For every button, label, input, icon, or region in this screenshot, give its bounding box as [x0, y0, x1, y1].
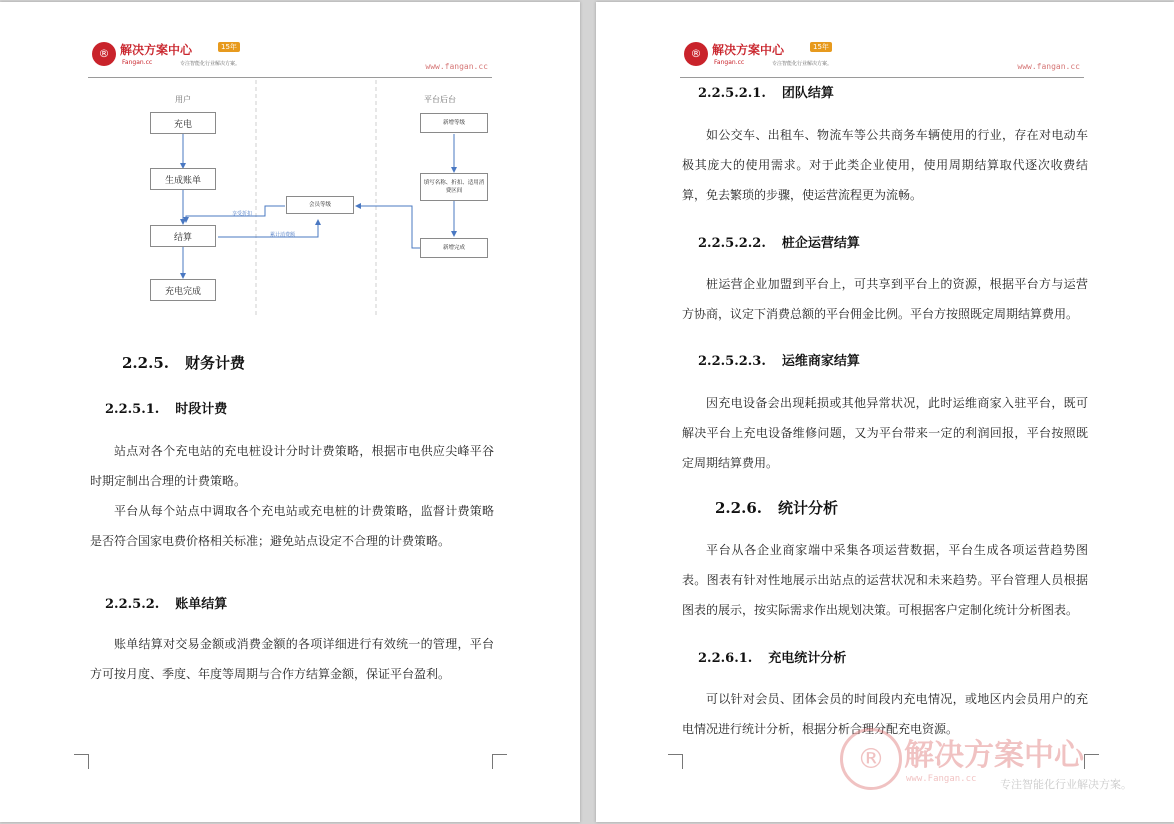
section-number: 2.2.5. [122, 354, 169, 372]
lane-label-platform: 平台后台 [424, 95, 456, 104]
section-number: 2.2.5.2.3. [698, 354, 766, 369]
paragraph: 平台从每个站点中调取各个充电站或充电桩的计费策略，监督计费策略是否符合国家电费价格相关标准；避免站点设定不合理的计费策略。 [90, 504, 494, 548]
section-heading-2-2-5-1 [105, 398, 227, 417]
watermark-logo-icon: ® [840, 728, 902, 790]
header-url: www.fangan.cc [425, 62, 488, 71]
logo-tagline: 专注智能化行业解决方案。 [772, 61, 833, 67]
logo-badge: 15年 [810, 42, 832, 52]
page-corner-mark [492, 754, 507, 769]
flow-node-done: 充电完成 [150, 279, 216, 301]
flow-node-charge: 充电 [150, 112, 216, 134]
header-rule [680, 77, 1084, 78]
page-corner-mark [74, 754, 89, 769]
flow-node-settle: 结算 [150, 225, 216, 247]
lane-label-user: 用户 [175, 95, 191, 104]
section-number: 2.2.6.1. [698, 651, 753, 666]
logo-badge: 15年 [218, 42, 240, 52]
section-title: 账单结算 [175, 597, 228, 612]
section-number: 2.2.5.1. [105, 402, 160, 417]
page-header [88, 38, 492, 78]
section-heading-2-2-5 [122, 352, 245, 373]
header-rule [88, 77, 492, 78]
section-heading-2-2-6 [715, 497, 838, 518]
section-heading-2-2-5-2-1 [698, 82, 834, 101]
flow-node-bill: 生成账单 [150, 168, 216, 190]
flow-node-new-rule: 新增等级 [420, 113, 488, 133]
document-page-right [596, 2, 1174, 822]
section-number: 2.2.5.2.1. [698, 86, 766, 101]
section-heading-2-2-5-2-3 [698, 350, 860, 369]
watermark-tagline: 专注智能化行业解决方案。 [1000, 778, 1132, 791]
logo-title: 解决方案中心 [120, 43, 193, 57]
paragraph: 平台从各企业商家端中采集各项运营数据，平台生成各项运营趋势图表。图表有针对性地展示出站点的运营状况和未来趋势。平台管理人员根据图表的展示，按实际需求作出规划决策。可根据客户定制化统计分析图表。 [682, 543, 1088, 617]
logo-title: 解决方案中心 [712, 43, 785, 57]
section-title: 充电统计分析 [768, 651, 847, 666]
billing-flowchart [120, 80, 500, 316]
paragraph: 如公交车、出租车、物流车等公共商务车辆使用的行业，存在对电动车极其庞大的使用需求。对于此类企业使用，使用周期结算取代逐次收费结算，免去繁琐的步骤，使运营流程更为流畅。 [682, 128, 1088, 202]
page-corner-mark [668, 754, 683, 769]
logo-icon: ® [92, 42, 116, 66]
paragraph: 因充电设备会出现耗损或其他异常状况，此时运维商家入驻平台，既可解决平台上充电设备维修问题，又为平台带来一定的利润回报，平台按照既定周期结算费用。 [682, 396, 1088, 470]
document-page-left [0, 2, 580, 822]
logo-tagline: 专注智能化行业解决方案。 [180, 61, 241, 67]
section-title: 统计分析 [777, 499, 838, 517]
watermark [840, 720, 1160, 810]
logo-icon: ® [684, 42, 708, 66]
edge-label-accumulated: 累计消费额 [270, 232, 296, 238]
section-heading-2-2-6-1 [698, 647, 846, 666]
page-header [680, 38, 1084, 78]
section-number: 2.2.5.2. [105, 597, 160, 612]
logo-subtitle: Fangan.cc [714, 59, 745, 66]
section-title: 桩企运营结算 [781, 236, 860, 251]
paragraph: 账单结算对交易金额或消费金额的各项详细进行有效统一的管理，平台方可按月度、季度、年度等周期与合作方结算金额，保证平台盈利。 [90, 637, 494, 681]
section-number: 2.2.6. [715, 499, 762, 517]
section-heading-2-2-5-2-2 [698, 232, 860, 251]
paragraph: 可以针对会员、团体会员的时间段内充电情况，或地区内会员用户的充电情况进行统计分析，根据分析合理分配充电资源。 [682, 692, 1088, 736]
section-title: 团队结算 [781, 86, 834, 101]
flow-node-new-done: 新增完成 [420, 238, 488, 258]
paragraph: 站点对各个充电站的充电桩设计分时计费策略，根据市电供应尖峰平谷时期定制出合理的计费策略。 [90, 444, 494, 488]
edge-label-discount: 享受折扣 [232, 211, 253, 217]
section-heading-2-2-5-2 [105, 593, 227, 612]
section-title: 运维商家结算 [781, 354, 860, 369]
section-title: 时段计费 [175, 402, 228, 417]
flow-node-fill-rule: 填写名称、折扣、适用消费区间 [420, 173, 488, 201]
section-title: 财务计费 [184, 354, 245, 372]
paragraph: 桩运营企业加盟到平台上，可共享到平台上的资源，根据平台方与运营方协商，议定下消费总额的平台佣金比例。平台方按照既定周期结算费用。 [682, 277, 1088, 321]
watermark-url: www.Fangan.cc [906, 774, 977, 784]
watermark-title: 解决方案中心 [904, 738, 1084, 773]
section-number: 2.2.5.2.2. [698, 236, 766, 251]
header-url: www.fangan.cc [1017, 62, 1080, 71]
logo-subtitle: Fangan.cc [122, 59, 153, 66]
flow-node-member-level: 会员等级 [286, 196, 354, 214]
